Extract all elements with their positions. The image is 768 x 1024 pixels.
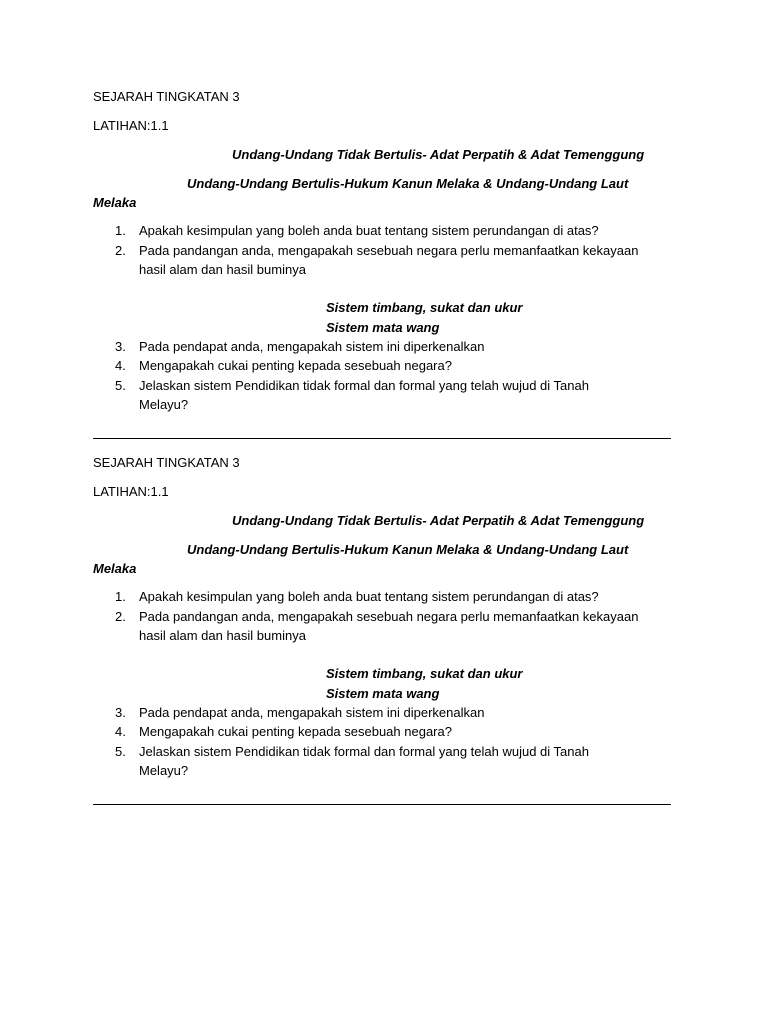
- worksheet-section-2: [0, 366, 768, 778]
- question-5: Jelaskan sistem Pendidikan tidak formal dan formal yang telah wujud di Tanah: [139, 378, 589, 393]
- question-2-continued: hasil alam dan hasil buminya: [139, 628, 306, 643]
- worksheet-section-1: [0, 0, 768, 412]
- question-4: Mengapakah cukai penting kepada sesebuah negara?: [139, 724, 452, 739]
- question-2: Pada pandangan anda, mengapakah sesebuah negara perlu memanfaatkan kekayaan: [139, 243, 639, 258]
- question-2-continued: hasil alam dan hasil buminya: [139, 262, 306, 277]
- exercise-label: LATIHAN:1.1: [93, 118, 169, 133]
- question-number: 3.: [115, 339, 126, 354]
- question-5: Jelaskan sistem Pendidikan tidak formal dan formal yang telah wujud di Tanah: [139, 744, 589, 759]
- question-3: Pada pendapat anda, mengapakah sistem ini diperkenalkan: [139, 339, 485, 354]
- question-number: 2.: [115, 243, 126, 258]
- section-divider: [93, 804, 671, 805]
- question-1: Apakah kesimpulan yang boleh anda buat tentang sistem perundangan di atas?: [139, 589, 599, 604]
- question-1: Apakah kesimpulan yang boleh anda buat tentang sistem perundangan di atas?: [139, 223, 599, 238]
- topic-unwritten-law: Undang-Undang Tidak Bertulis- Adat Perpatih & Adat Temenggung: [232, 513, 645, 528]
- exercise-label: LATIHAN:1.1: [93, 484, 169, 499]
- question-number: 1.: [115, 223, 126, 238]
- worksheet-header: SEJARAH TINGKATAN 3: [93, 455, 240, 470]
- topic-unwritten-law: Undang-Undang Tidak Bertulis- Adat Perpatih & Adat Temenggung: [232, 147, 645, 162]
- topic-written-law-continued: Melaka: [93, 561, 137, 576]
- question-number: 4.: [115, 724, 126, 739]
- question-number: 2.: [115, 609, 126, 624]
- topic-written-law: Undang-Undang Bertulis-Hukum Kanun Melaka & Undang-Undang Laut: [187, 176, 629, 191]
- subtopic-currency: Sistem mata wang: [326, 320, 440, 335]
- question-5-continued: Melayu?: [139, 763, 189, 778]
- question-5-continued: Melayu?: [139, 397, 189, 412]
- subtopic-measurement: Sistem timbang, sukat dan ukur: [326, 300, 523, 315]
- question-number: 3.: [115, 705, 126, 720]
- topic-written-law: Undang-Undang Bertulis-Hukum Kanun Melaka & Undang-Undang Laut: [187, 542, 629, 557]
- question-number: 1.: [115, 589, 126, 604]
- question-3: Pada pendapat anda, mengapakah sistem ini diperkenalkan: [139, 705, 485, 720]
- worksheet-header: SEJARAH TINGKATAN 3: [93, 89, 240, 104]
- question-2: Pada pandangan anda, mengapakah sesebuah negara perlu memanfaatkan kekayaan: [139, 609, 639, 624]
- question-number: 5.: [115, 744, 126, 759]
- subtopic-currency: Sistem mata wang: [326, 686, 440, 701]
- question-number: 4.: [115, 358, 126, 373]
- subtopic-measurement: Sistem timbang, sukat dan ukur: [326, 666, 523, 681]
- topic-written-law-continued: Melaka: [93, 195, 137, 210]
- question-4: Mengapakah cukai penting kepada sesebuah negara?: [139, 358, 452, 373]
- question-number: 5.: [115, 378, 126, 393]
